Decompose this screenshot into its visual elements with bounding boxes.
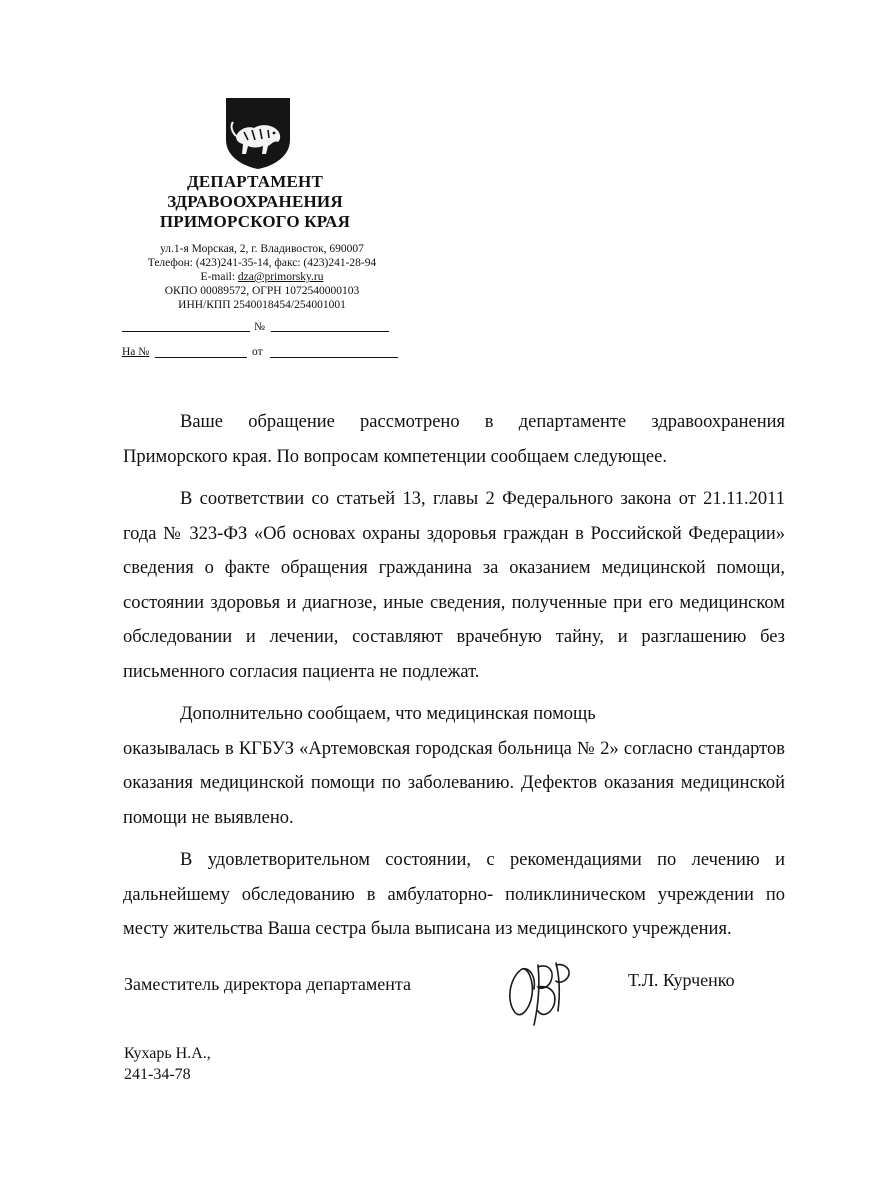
- executor-phone: 241-34-78: [124, 1066, 191, 1083]
- phone-fax: Телефон: (423)241-35-14, факс: (423)241-28-94: [147, 257, 377, 269]
- okpo-ogrn: ОКПО 00089572, ОГРН 1072540000103: [164, 285, 360, 297]
- reference-number-blank: [155, 357, 247, 358]
- email-link[interactable]: dza@primorsky.ru: [237, 271, 324, 283]
- executor-name: Кухарь Н.А.,: [124, 1045, 211, 1062]
- paragraph-3-first-line: Дополнительно сообщаем, что медицинская помощь: [180, 704, 596, 724]
- signatory-title: Заместитель директора департамента: [124, 974, 411, 994]
- coat-of-arms-emblem: [224, 96, 292, 170]
- contact-details: [112, 242, 412, 312]
- executor-info: [124, 1043, 211, 1085]
- paragraph-1: Ваше обращение рассмотрено в департаменте здравоохранения Приморского края. По вопросам компетенции сообщаем следующее.: [123, 412, 785, 467]
- reference-label: На №: [122, 346, 150, 358]
- address: ул.1-я Морская, 2, г. Владивосток, 690007: [160, 243, 364, 255]
- email-line: [112, 270, 412, 284]
- paragraph-3-rest: оказывалась в КГБУЗ «Артемовская городская больница № 2» согласно стандартов оказания медицинской помощи по заболеванию. Дефектов оказания медицинской помощи не выявлено.: [123, 738, 785, 828]
- paragraph-2: В соответствии со статьей 13, главы 2 Федерального закона от 21.11.2011 года № 323-ФЗ «Об основах охраны здоровья граждан в Российской Федерации» сведения о факте обращения гражданина за оказанием медицинской помощи, состоянии здоровья и диагнозе, иные сведения, полученные при его медицинском обследовании и лечении, составляют врачебную тайну, и разглашению без письменного согласия пациента не подлежат.: [123, 489, 785, 682]
- org-name-line-3: ПРИМОРСКОГО КРАЯ: [159, 212, 351, 231]
- signatory-name: Т.Л. Курченко: [628, 970, 735, 990]
- paragraph-4: В удовлетворительном состоянии, с рекомендациями по лечению и дальнейшему обследованию в амбулаторно- поликлиническом учреждении по месту жительства Ваша сестра была выписана из медицинского учреждения.: [123, 850, 785, 939]
- inn-kpp: ИНН/КПП 2540018454/254001001: [178, 299, 346, 311]
- outgoing-number-blank: [271, 331, 389, 332]
- letter-body: [123, 405, 785, 947]
- org-name-line-1: ДЕПАРТАМЕНТ: [186, 172, 324, 191]
- email-label: E-mail:: [200, 271, 236, 283]
- reference-date-blank: [270, 357, 398, 358]
- reference-from-label: от: [252, 346, 263, 358]
- handwritten-signature: [500, 955, 580, 1027]
- outgoing-number-sign: №: [254, 321, 265, 333]
- outgoing-date-blank: [122, 331, 250, 332]
- org-name-line-2: ЗДРАВООХРАНЕНИЯ: [167, 192, 343, 211]
- organization-name: [120, 172, 390, 232]
